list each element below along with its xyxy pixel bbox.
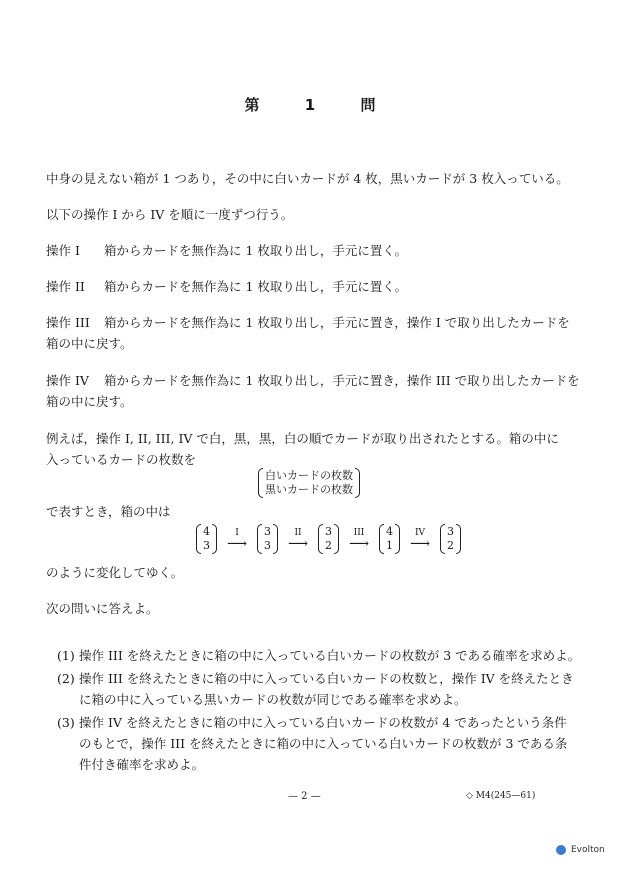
right-paren	[273, 524, 278, 554]
watermark-text: Evolton	[571, 845, 605, 855]
question-number: (3)	[57, 715, 75, 730]
represent-text: で表すとき，箱の中は	[46, 504, 171, 519]
arrow-label: I	[235, 528, 239, 538]
notation-top: 白いカードの枚数	[265, 469, 353, 482]
question-text: のもとで，操作 III を終えたときに箱の中に入っている白いカードの枚数が 3 である条	[79, 736, 568, 751]
right-arrow-icon: ⟶	[348, 536, 370, 552]
example-line-2: 入っているカードの枚数を	[46, 452, 197, 467]
operation-name: 操作 IV	[46, 373, 89, 388]
question-text: 操作 III を終えたときに箱の中に入っている白いカードの枚数が 3 である確率を求めよ。	[79, 648, 581, 663]
transition-arrow	[405, 528, 435, 550]
page-number: — 2 —	[288, 791, 321, 802]
transition-arrow	[283, 528, 313, 550]
state-sequence	[196, 524, 461, 554]
notation-vector	[258, 468, 360, 498]
right-paren	[456, 524, 461, 554]
operation-text: 箱からカードを無作為に 1 枚取り出し，手元に置く。	[104, 243, 408, 258]
operation-name: 操作 II	[46, 279, 85, 294]
white-count: 3	[264, 525, 271, 538]
operation-text: 箱からカードを無作為に 1 枚取り出し，手元に置く。	[104, 279, 408, 294]
example-text	[46, 428, 559, 470]
question-1	[57, 645, 580, 666]
operation-name: 操作 I	[46, 243, 80, 258]
transition-arrow	[222, 528, 252, 550]
question-text: に箱の中に入っている黒いカードの枚数が同じである確率を求めよ。	[79, 692, 467, 707]
black-count: 1	[386, 539, 393, 552]
notation-bottom: 黒いカードの枚数	[265, 483, 353, 496]
right-arrow-icon: ⟶	[287, 536, 309, 552]
problem-title	[0, 94, 620, 115]
state-vector	[379, 524, 400, 554]
operation-2	[46, 276, 407, 297]
evolton-logo-icon	[556, 845, 566, 855]
operation-4	[46, 370, 580, 412]
transition-arrow	[344, 528, 374, 550]
question-text: 操作 III を終えたときに箱の中に入っている白いカードの枚数と，操作 IV を終えたとき	[79, 671, 574, 686]
right-paren	[395, 524, 400, 554]
operation-text: 箱からカードを無作為に 1 枚取り出し，手元に置き，操作 I で取り出したカードを	[104, 315, 570, 330]
white-count: 4	[386, 525, 393, 538]
arrow-label: II	[294, 528, 302, 538]
question-2	[57, 668, 574, 710]
arrow-label: III	[353, 528, 365, 538]
operation-text: 箱からカードを無作為に 1 枚取り出し，手元に置き，操作 III で取り出したカードを	[104, 373, 580, 388]
watermark-badge	[556, 842, 616, 858]
black-count: 3	[264, 539, 271, 552]
answer-prompt: 次の問いに答えよ。	[46, 601, 159, 616]
state-vector	[196, 524, 217, 554]
change-text: のように変化してゆく。	[46, 565, 184, 580]
intro-text: 中身の見えない箱が 1 つあり，その中に白いカードが 4 枚，黒いカードが 3 枚入っている。	[46, 171, 569, 186]
white-count: 4	[203, 525, 210, 538]
title-part-3: 問	[360, 96, 376, 114]
question-text: 操作 IV を終えたときに箱の中に入っている白いカードの枚数が 4 であったという条件	[79, 715, 567, 730]
question-number: (1)	[57, 648, 75, 663]
right-arrow-icon: ⟶	[409, 536, 431, 552]
instruction-text: 以下の操作 I から IV を順に一度ずつ行う。	[46, 207, 294, 222]
example-line-1: 例えば，操作 I, II, III, IV で白，黒，黒，白の順でカードが取り出されたとする。箱の中に	[46, 431, 559, 446]
white-count: 3	[325, 525, 332, 538]
operation-1	[46, 240, 407, 261]
state-vector	[440, 524, 461, 554]
black-count: 2	[447, 539, 454, 552]
state-vector	[257, 524, 278, 554]
title-part-1: 第	[244, 96, 260, 114]
question-3	[57, 712, 567, 775]
black-count: 2	[325, 539, 332, 552]
operation-3	[46, 312, 570, 354]
arrow-label: IV	[414, 528, 426, 538]
exam-code: ◇ M4(245—61)	[466, 791, 536, 801]
question-number: (2)	[57, 671, 75, 686]
right-paren	[212, 524, 217, 554]
right-paren	[334, 524, 339, 554]
state-vector	[318, 524, 339, 554]
question-text: 件付き確率を求めよ。	[79, 757, 205, 772]
operation-name: 操作 III	[46, 315, 90, 330]
white-count: 3	[447, 525, 454, 538]
black-count: 3	[203, 539, 210, 552]
title-part-2: 1	[304, 96, 316, 114]
operation-text-continued: 箱の中に戻す。	[46, 394, 133, 409]
operation-text-continued: 箱の中に戻す。	[46, 336, 133, 351]
right-arrow-icon: ⟶	[226, 536, 248, 552]
right-paren	[355, 468, 360, 498]
